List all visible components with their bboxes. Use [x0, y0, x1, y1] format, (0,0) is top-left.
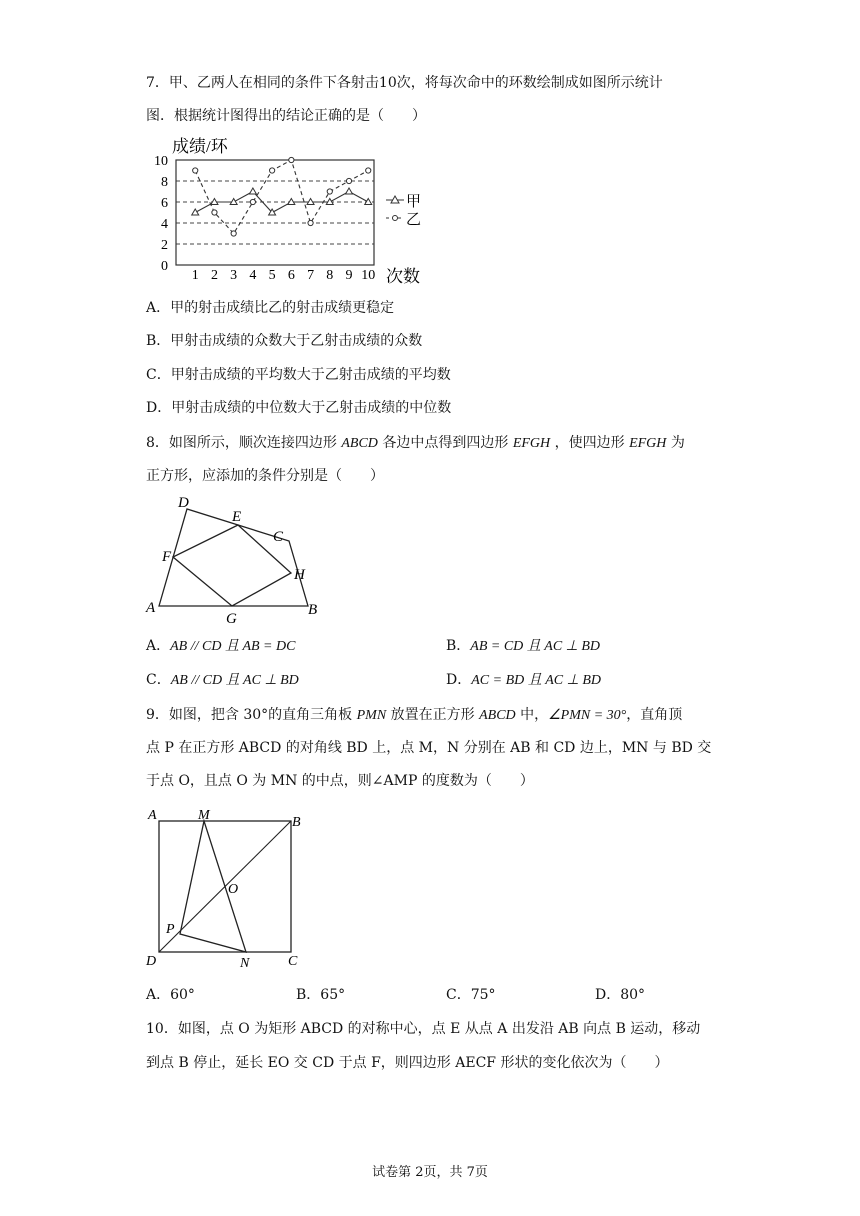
q7-option-a: A．甲的射击成绩比乙的射击成绩更稳定	[146, 300, 395, 316]
q8-option-b-letter: B．	[446, 638, 471, 654]
chart-x-tick-label: 4	[249, 268, 257, 283]
q8-label-a: A	[146, 600, 156, 616]
page-footer: 试卷第 2页，共 7页	[372, 1165, 488, 1180]
q8-label-d: D	[178, 495, 189, 511]
q8-efgh-2: EFGH	[629, 436, 667, 451]
q8-option-d-letter: D．	[446, 672, 472, 688]
q9-line1-b: 放置在正方形	[386, 707, 480, 723]
chart-y-label: 成绩/环	[172, 137, 228, 156]
q9-stem-line2: 点 P 在正方形 ABCD 的对角线 BD 上，点 M，N 分别在 AB 和 CD 边上，MN 与 BD 交	[146, 740, 712, 756]
chart-point-jia	[192, 209, 199, 215]
q9-option-d: D．80°	[595, 987, 646, 1003]
q9-option-c: C．75°	[446, 987, 496, 1003]
q8-stem-line1	[146, 433, 685, 454]
q8-stem-pre: 8．如图所示，顺次连接四边形	[146, 435, 342, 451]
chart-point-yi	[308, 220, 313, 225]
chart-point-yi	[366, 168, 371, 173]
chart-y-tick-label: 6	[161, 196, 168, 211]
q9-pmn: PMN	[356, 708, 387, 723]
q9-label-b: B	[292, 815, 301, 830]
chart-y-tick-label: 10	[154, 154, 168, 169]
chart-x-tick-label: 8	[326, 268, 334, 283]
q9-label-m: M	[198, 808, 210, 823]
q8-option-c	[146, 670, 299, 691]
q7-option-d: D．甲射击成绩的中位数大于乙射击成绩的中位数	[146, 400, 452, 416]
q9-option-a: A．60°	[146, 987, 195, 1003]
q8-stem-post: 为	[666, 435, 685, 451]
q9-square-figure	[140, 805, 310, 970]
chart-point-jia	[346, 188, 353, 194]
q8-stem-mid: 各边中点得到四边形	[377, 435, 513, 451]
q8-stem-line2: 正方形，应添加的条件分别是（ ）	[146, 468, 384, 484]
q9-label-n: N	[240, 956, 250, 971]
chart-y-tick-label: 8	[161, 175, 168, 190]
chart-point-yi	[250, 199, 255, 204]
q8-option-c-letter: C．	[146, 672, 171, 688]
q8-abcd: ABCD	[341, 436, 378, 451]
q8-option-a-letter: A．	[146, 638, 171, 654]
q8-stem-mid2: ，使四边形	[550, 435, 630, 451]
legend-series-1: 甲	[406, 194, 422, 210]
chart-series-yi-line	[195, 160, 368, 234]
chart-point-yi	[193, 168, 198, 173]
q8-label-f: F	[162, 549, 172, 565]
chart-plot-frame	[176, 160, 374, 265]
chart-x-tick-label: 5	[268, 268, 276, 283]
chart-y-tick-label: 0	[161, 259, 168, 274]
q8-label-h: H	[294, 567, 305, 583]
q9-line1-c: 中，	[515, 707, 549, 723]
chart-point-yi	[231, 231, 236, 236]
q7-option-c: C．甲射击成绩的平均数大于乙射击成绩的平均数	[146, 367, 451, 383]
q9-line1-d: ，直角顶	[626, 707, 683, 723]
q8-quadrilateral-figure	[140, 495, 330, 625]
chart-x-tick-label: 1	[191, 268, 199, 283]
q8-option-b	[446, 636, 600, 657]
chart-x-tick-label: 10	[361, 268, 376, 283]
q9-line1-a: 9．如图，把含 30°的直角三角板	[146, 707, 357, 723]
legend-series-2: 乙	[406, 212, 422, 228]
q8-option-c-text: AB // CD 且 AC ⊥ BD	[170, 673, 299, 688]
q9-label-a: A	[148, 808, 157, 823]
q9-option-b: B．65°	[296, 987, 346, 1003]
chart-x-tick-label: 2	[210, 268, 218, 283]
chart-point-yi	[327, 189, 332, 194]
chart-point-yi	[289, 157, 294, 162]
q7-option-b: B．甲射击成绩的众数大于乙射击成绩的众数	[146, 333, 423, 349]
chart-x-tick-label: 3	[230, 268, 238, 283]
q9-label-p: P	[166, 922, 175, 937]
q9-stem-line3: 于点 O，且点 O 为 MN 的中点，则∠AMP 的度数为（ ）	[146, 773, 534, 789]
q7-stem-line1: 7．甲、乙两人在相同的条件下各射击10次，将每次命中的环数绘制成如图所示统计	[146, 75, 663, 91]
q8-efgh: EFGH	[512, 436, 551, 451]
q8-label-b: B	[308, 602, 318, 618]
q9-stem-line1	[146, 705, 682, 726]
chart-x-tick-label: 7	[307, 268, 315, 283]
q9-label-o: O	[228, 882, 239, 897]
q10-stem-line1: 10．如图，点 O 为矩形 ABCD 的对称中心，点 E 从点 A 出发沿 AB 向点 B 运动，移动	[146, 1021, 701, 1037]
q10-stem-line2: 到点 B 停止，延长 EO 交 CD 于点 F，则四边形 AECF 形状的变化依次为（ ）	[146, 1055, 669, 1071]
q7-line-chart	[140, 132, 440, 286]
chart-point-yi	[212, 210, 217, 215]
legend-circle-marker	[393, 216, 398, 221]
chart-y-tick-label: 4	[161, 217, 168, 232]
q9-label-d: D	[146, 954, 157, 969]
q8-option-b-text: AB = CD 且 AC ⊥ BD	[470, 639, 601, 654]
chart-x-label: 次数	[386, 267, 420, 286]
chart-x-tick-label: 6	[287, 268, 295, 283]
q9-angle: ∠PMN = 30°	[548, 708, 627, 723]
chart-point-yi	[346, 178, 351, 183]
q7-stem-line2: 图．根据统计图得出的结论正确的是（ ）	[146, 108, 426, 124]
q8-option-d-text: AC = BD 且 AC ⊥ BD	[471, 673, 601, 688]
chart-point-jia	[249, 188, 256, 194]
q8-label-g: G	[226, 611, 237, 627]
chart-x-tick-label: 9	[345, 268, 353, 283]
chart-y-tick-label: 2	[161, 238, 168, 253]
q8-option-a-text: AB // CD 且 AB = DC	[170, 639, 296, 654]
q9-label-c: C	[288, 954, 298, 969]
q9-abcd: ABCD	[479, 708, 516, 723]
q8-option-d	[446, 670, 601, 691]
q8-label-e: E	[232, 509, 242, 525]
chart-legend	[386, 193, 421, 228]
q8-label-c: C	[273, 529, 284, 545]
chart-point-yi	[270, 168, 275, 173]
q8-option-a	[146, 636, 295, 657]
